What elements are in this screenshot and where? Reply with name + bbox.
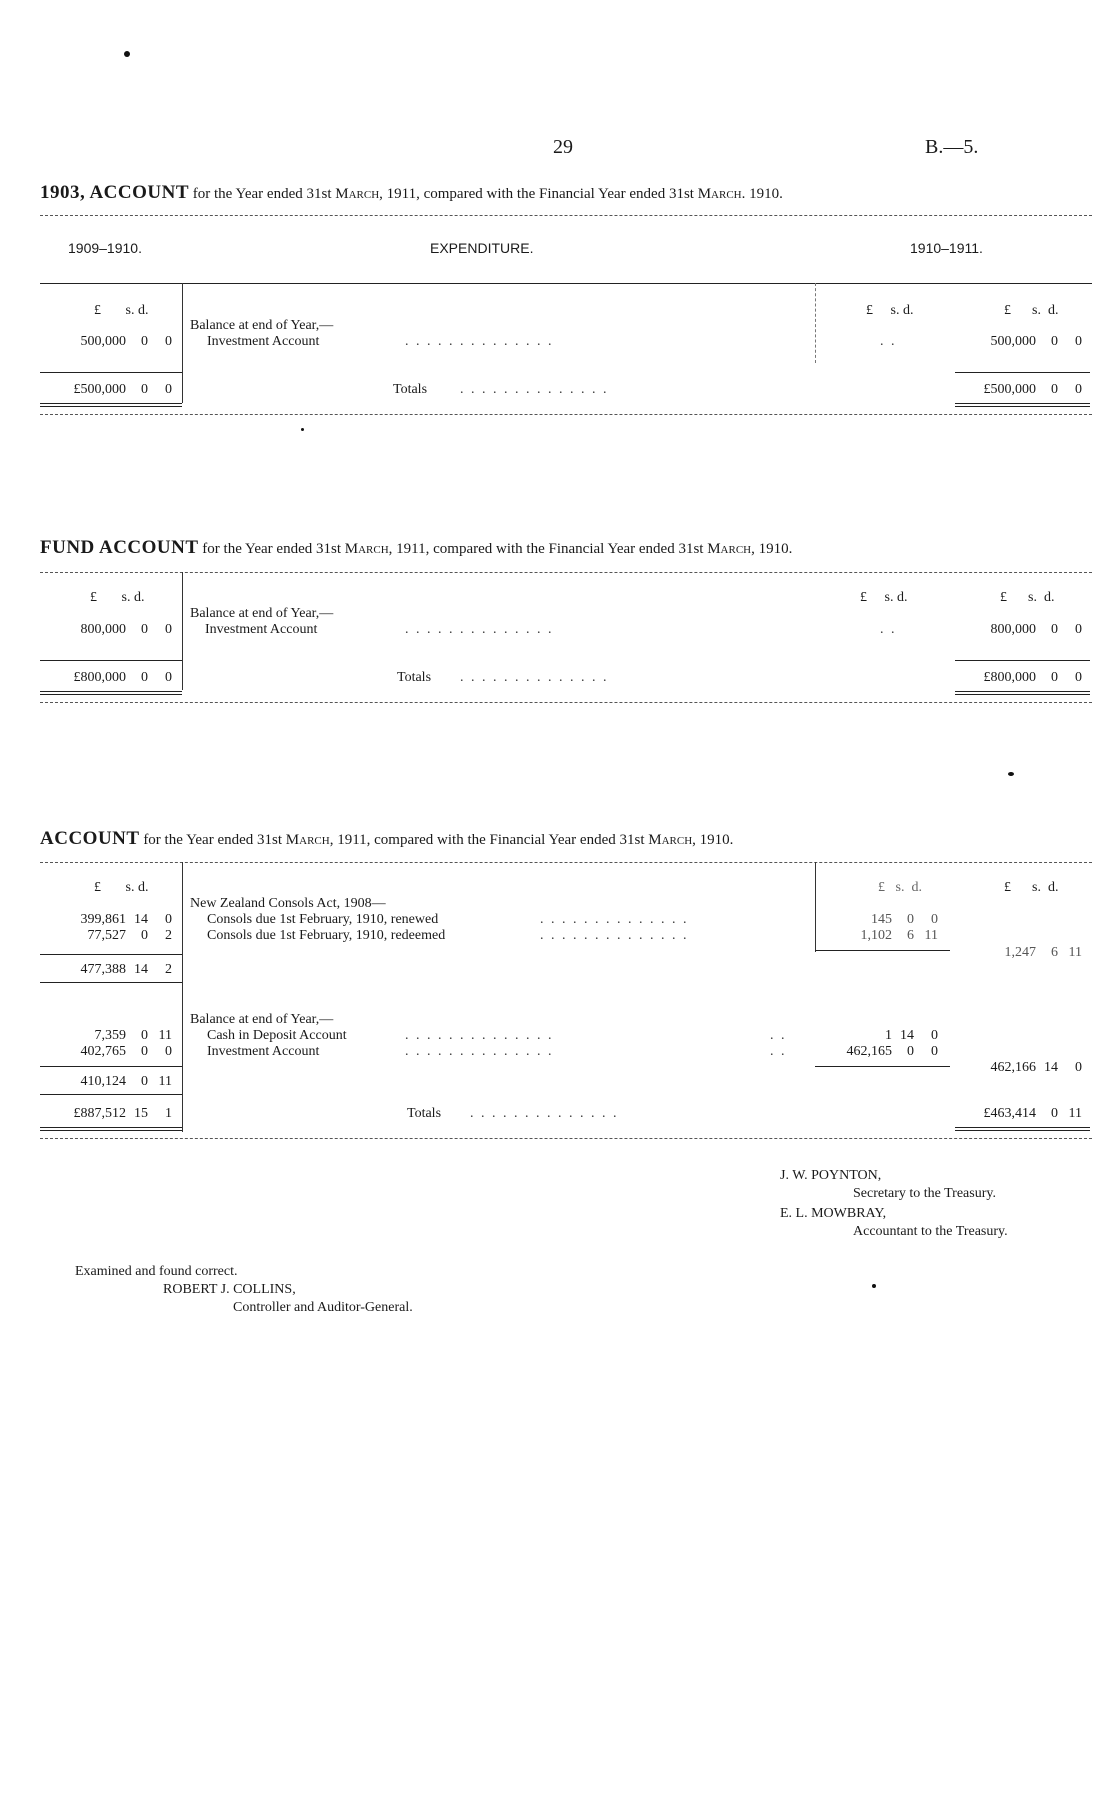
g2-row2-prev-pounds: 402,765 xyxy=(80,1044,126,1059)
g2-row1-cur-shillings: 14 xyxy=(900,1028,914,1043)
auditor-title: Controller and Auditor-General. xyxy=(233,1300,413,1315)
auditor-name: ROBERT J. COLLINS, xyxy=(163,1282,296,1297)
section3-bottom-rule xyxy=(40,1138,1092,1139)
g1-subtotal-cur-shillings: 6 xyxy=(1051,945,1058,960)
audit-statement: Examined and found correct. xyxy=(75,1264,238,1279)
s1-prev-pence: 0 xyxy=(165,334,172,349)
document-reference: B.—5. xyxy=(925,136,979,158)
section2-bottom-rule xyxy=(40,702,1092,703)
g1-row1-label: Consols due 1st February, 1910, renewed xyxy=(207,912,439,927)
g2-row1-prev-shillings: 0 xyxy=(141,1028,148,1043)
currency-header-prev: £ s. d. xyxy=(94,880,149,895)
s1-cur-shillings: 0 xyxy=(1051,334,1058,349)
section3-totals-label: Totals xyxy=(407,1106,442,1121)
g2-subtotal-cur-shillings: 14 xyxy=(1044,1060,1058,1075)
s2-total-prev-pounds: £800,000 xyxy=(73,670,126,685)
g1-row2-cur-pounds: 1,102 xyxy=(860,928,892,943)
g2-row2-cur-pence: 0 xyxy=(931,1044,938,1059)
s2-prev-pence: 0 xyxy=(165,622,172,637)
currency-header-cur: £ s. d. xyxy=(1004,880,1059,895)
g1-row1-prev-pence: 0 xyxy=(165,912,172,927)
section1-bottom-rule xyxy=(40,414,1092,415)
signatory1-name: J. W. POYNTON, xyxy=(780,1168,882,1183)
currency-header-mid: £ s. d. xyxy=(860,590,908,605)
g2-row2-prev-shillings: 0 xyxy=(141,1044,148,1059)
col-header-1909-1910: 1909–1910. xyxy=(68,240,142,256)
g2-subtotal-cur-pounds: 462,166 xyxy=(990,1060,1036,1075)
s1-cur-pounds: 500,000 xyxy=(990,334,1036,349)
leader-dots: . . xyxy=(880,622,897,637)
g2-row2-label: Investment Account xyxy=(207,1044,320,1059)
sum-rule xyxy=(815,950,950,951)
total-double-rule xyxy=(40,1127,182,1131)
leader-dots: . . . . . . . . . . . . . . xyxy=(405,622,554,637)
section1-title: 1903, ACCOUNT for the Year ended 31st March, 1911, compared with the Financial Year ended 31st March. 1910. xyxy=(40,182,783,203)
g1-row2-label: Consols due 1st February, 1910, redeemed xyxy=(207,928,446,943)
col-header-expenditure: EXPENDITURE. xyxy=(430,240,534,256)
g1-row2-prev-shillings: 0 xyxy=(141,928,148,943)
leader-dots: . . . . . . . . . . . . . . xyxy=(540,912,689,927)
s3-total-cur-shillings: 0 xyxy=(1051,1106,1058,1121)
g1-subtotal-prev-shillings: 14 xyxy=(134,962,148,977)
s1-cur-pence: 0 xyxy=(1075,334,1082,349)
s1-total-cur-shillings: 0 xyxy=(1051,382,1058,397)
g2-subtotal-prev-pounds: 410,124 xyxy=(80,1074,126,1089)
currency-header-cur: £ s. d. xyxy=(1000,590,1055,605)
s1-total-cur-pence: 0 xyxy=(1075,382,1082,397)
g1-subtotal-cur-pounds: 1,247 xyxy=(1004,945,1036,960)
g1-row2-cur-shillings: 6 xyxy=(907,928,914,943)
leader-dots: . . xyxy=(770,1028,787,1043)
s1-total-prev-pounds: £500,000 xyxy=(73,382,126,397)
currency-header-cur: £ s. d. xyxy=(1004,303,1059,318)
s1-prev-shillings: 0 xyxy=(141,334,148,349)
sum-rule xyxy=(955,660,1090,661)
g1-row2-prev-pounds: 77,527 xyxy=(87,928,126,943)
g2-row2-prev-pence: 0 xyxy=(165,1044,172,1059)
g1-row2-cur-pence: 11 xyxy=(924,928,938,943)
currency-header-prev: £ s. d. xyxy=(90,590,145,605)
col-header-1910-1911: 1910–1911. xyxy=(910,240,983,256)
g2-row1-prev-pounds: 7,359 xyxy=(94,1028,126,1043)
section2-row-label: Investment Account xyxy=(205,622,318,637)
scan-speck xyxy=(301,428,304,431)
signatory2-name: E. L. MOWBRAY, xyxy=(780,1206,887,1221)
s1-total-cur-pounds: £500,000 xyxy=(983,382,1036,397)
col-divider-right xyxy=(815,283,816,363)
scan-speck xyxy=(124,51,130,57)
section2-top-rule xyxy=(40,572,1092,573)
total-double-rule xyxy=(955,1127,1090,1131)
page-number: 29 xyxy=(553,136,573,158)
currency-header-mid: £ s. d. xyxy=(866,303,914,318)
g1-subtotal-prev-pence: 2 xyxy=(165,962,172,977)
g2-subtotal-prev-shillings: 0 xyxy=(141,1074,148,1089)
s2-cur-shillings: 0 xyxy=(1051,622,1058,637)
s3-total-prev-pounds: £887,512 xyxy=(73,1106,126,1121)
s3-total-cur-pence: 11 xyxy=(1068,1106,1082,1121)
total-double-rule xyxy=(40,691,182,695)
s3-total-prev-shillings: 15 xyxy=(134,1106,148,1121)
leader-dots: . . . . . . . . . . . . . . xyxy=(405,1028,554,1043)
sum-rule xyxy=(40,1094,182,1095)
signatory2-title: Accountant to the Treasury. xyxy=(853,1224,1008,1239)
s2-total-prev-shillings: 0 xyxy=(141,670,148,685)
col-divider-left xyxy=(182,572,183,690)
leader-dots: . . . . . . . . . . . . . . xyxy=(460,670,609,685)
scan-speck xyxy=(1008,772,1014,776)
leader-dots: . . . . . . . . . . . . . . xyxy=(540,928,689,943)
g2-row1-prev-pence: 11 xyxy=(158,1028,172,1043)
sum-rule xyxy=(815,1066,950,1067)
s2-total-cur-pounds: £800,000 xyxy=(983,670,1036,685)
g2-row2-cur-shillings: 0 xyxy=(907,1044,914,1059)
s1-total-prev-shillings: 0 xyxy=(141,382,148,397)
col-divider-mid xyxy=(815,862,816,952)
section3-top-rule xyxy=(40,862,1092,863)
s1-prev-pounds: 500,000 xyxy=(80,334,126,349)
leader-dots: . . . . . . . . . . . . . . xyxy=(405,1044,554,1059)
leader-dots: . . xyxy=(770,1044,787,1059)
leader-dots: . . . . . . . . . . . . . . xyxy=(405,334,554,349)
g1-row1-cur-shillings: 0 xyxy=(907,912,914,927)
leader-dots: . . . . . . . . . . . . . . xyxy=(460,382,609,397)
total-double-rule xyxy=(40,403,182,407)
col-divider-left xyxy=(182,862,183,1132)
g2-row2-cur-pounds: 462,165 xyxy=(846,1044,892,1059)
section2-row-heading: Balance at end of Year,— xyxy=(190,606,334,621)
leader-dots: . . . . . . . . . . . . . . xyxy=(470,1106,619,1121)
s2-total-cur-shillings: 0 xyxy=(1051,670,1058,685)
g2-subtotal-prev-pence: 11 xyxy=(158,1074,172,1089)
signatory1-title: Secretary to the Treasury. xyxy=(853,1186,996,1201)
group1-heading: New Zealand Consols Act, 1908— xyxy=(190,896,386,911)
section1-top-rule xyxy=(40,215,1092,216)
group2-heading: Balance at end of Year,— xyxy=(190,1012,334,1027)
g2-row1-label: Cash in Deposit Account xyxy=(207,1028,347,1043)
s2-prev-shillings: 0 xyxy=(141,622,148,637)
g2-row1-cur-pounds: 1 xyxy=(885,1028,892,1043)
sum-rule xyxy=(40,372,182,373)
sum-rule xyxy=(40,954,182,955)
g1-row1-cur-pence: 0 xyxy=(931,912,938,927)
sum-rule xyxy=(40,660,182,661)
s3-total-prev-pence: 1 xyxy=(165,1106,172,1121)
g2-subtotal-cur-pence: 0 xyxy=(1075,1060,1082,1075)
currency-header-mid: £ s. d. xyxy=(878,880,922,895)
g1-subtotal-prev-pounds: 477,388 xyxy=(80,962,126,977)
s1-total-prev-pence: 0 xyxy=(165,382,172,397)
g1-row2-prev-pence: 2 xyxy=(165,928,172,943)
section1-row-heading: Balance at end of Year,— xyxy=(190,318,334,333)
g1-row1-prev-shillings: 14 xyxy=(134,912,148,927)
total-double-rule xyxy=(955,403,1090,407)
s2-cur-pence: 0 xyxy=(1075,622,1082,637)
s2-cur-pounds: 800,000 xyxy=(990,622,1036,637)
s2-prev-pounds: 800,000 xyxy=(80,622,126,637)
s3-total-cur-pounds: £463,414 xyxy=(983,1106,1036,1121)
section3-title: ACCOUNT for the Year ended 31st March, 1911, compared with the Financial Year ended 31st March, 1910. xyxy=(40,828,734,849)
sum-rule xyxy=(40,1066,182,1067)
s2-total-cur-pence: 0 xyxy=(1075,670,1082,685)
section2-title: FUND ACCOUNT for the Year ended 31st March, 1911, compared with the Financial Year ended 31st March, 1910. xyxy=(40,537,793,558)
leader-dots: . . xyxy=(880,334,897,349)
total-double-rule xyxy=(955,691,1090,695)
section1-row-label: Investment Account xyxy=(207,334,320,349)
section1-totals-label: Totals xyxy=(393,382,428,397)
g1-row1-prev-pounds: 399,861 xyxy=(80,912,126,927)
s2-total-prev-pence: 0 xyxy=(165,670,172,685)
sum-rule xyxy=(40,982,182,983)
g1-subtotal-cur-pence: 11 xyxy=(1068,945,1082,960)
currency-header-prev: £ s. d. xyxy=(94,303,149,318)
g1-row1-cur-pounds: 145 xyxy=(871,912,892,927)
g2-row1-cur-pence: 0 xyxy=(931,1028,938,1043)
sum-rule xyxy=(955,372,1090,373)
col-divider-left xyxy=(182,283,183,403)
section2-totals-label: Totals xyxy=(397,670,432,685)
header-rule xyxy=(40,283,1092,284)
scan-speck xyxy=(872,1284,876,1288)
